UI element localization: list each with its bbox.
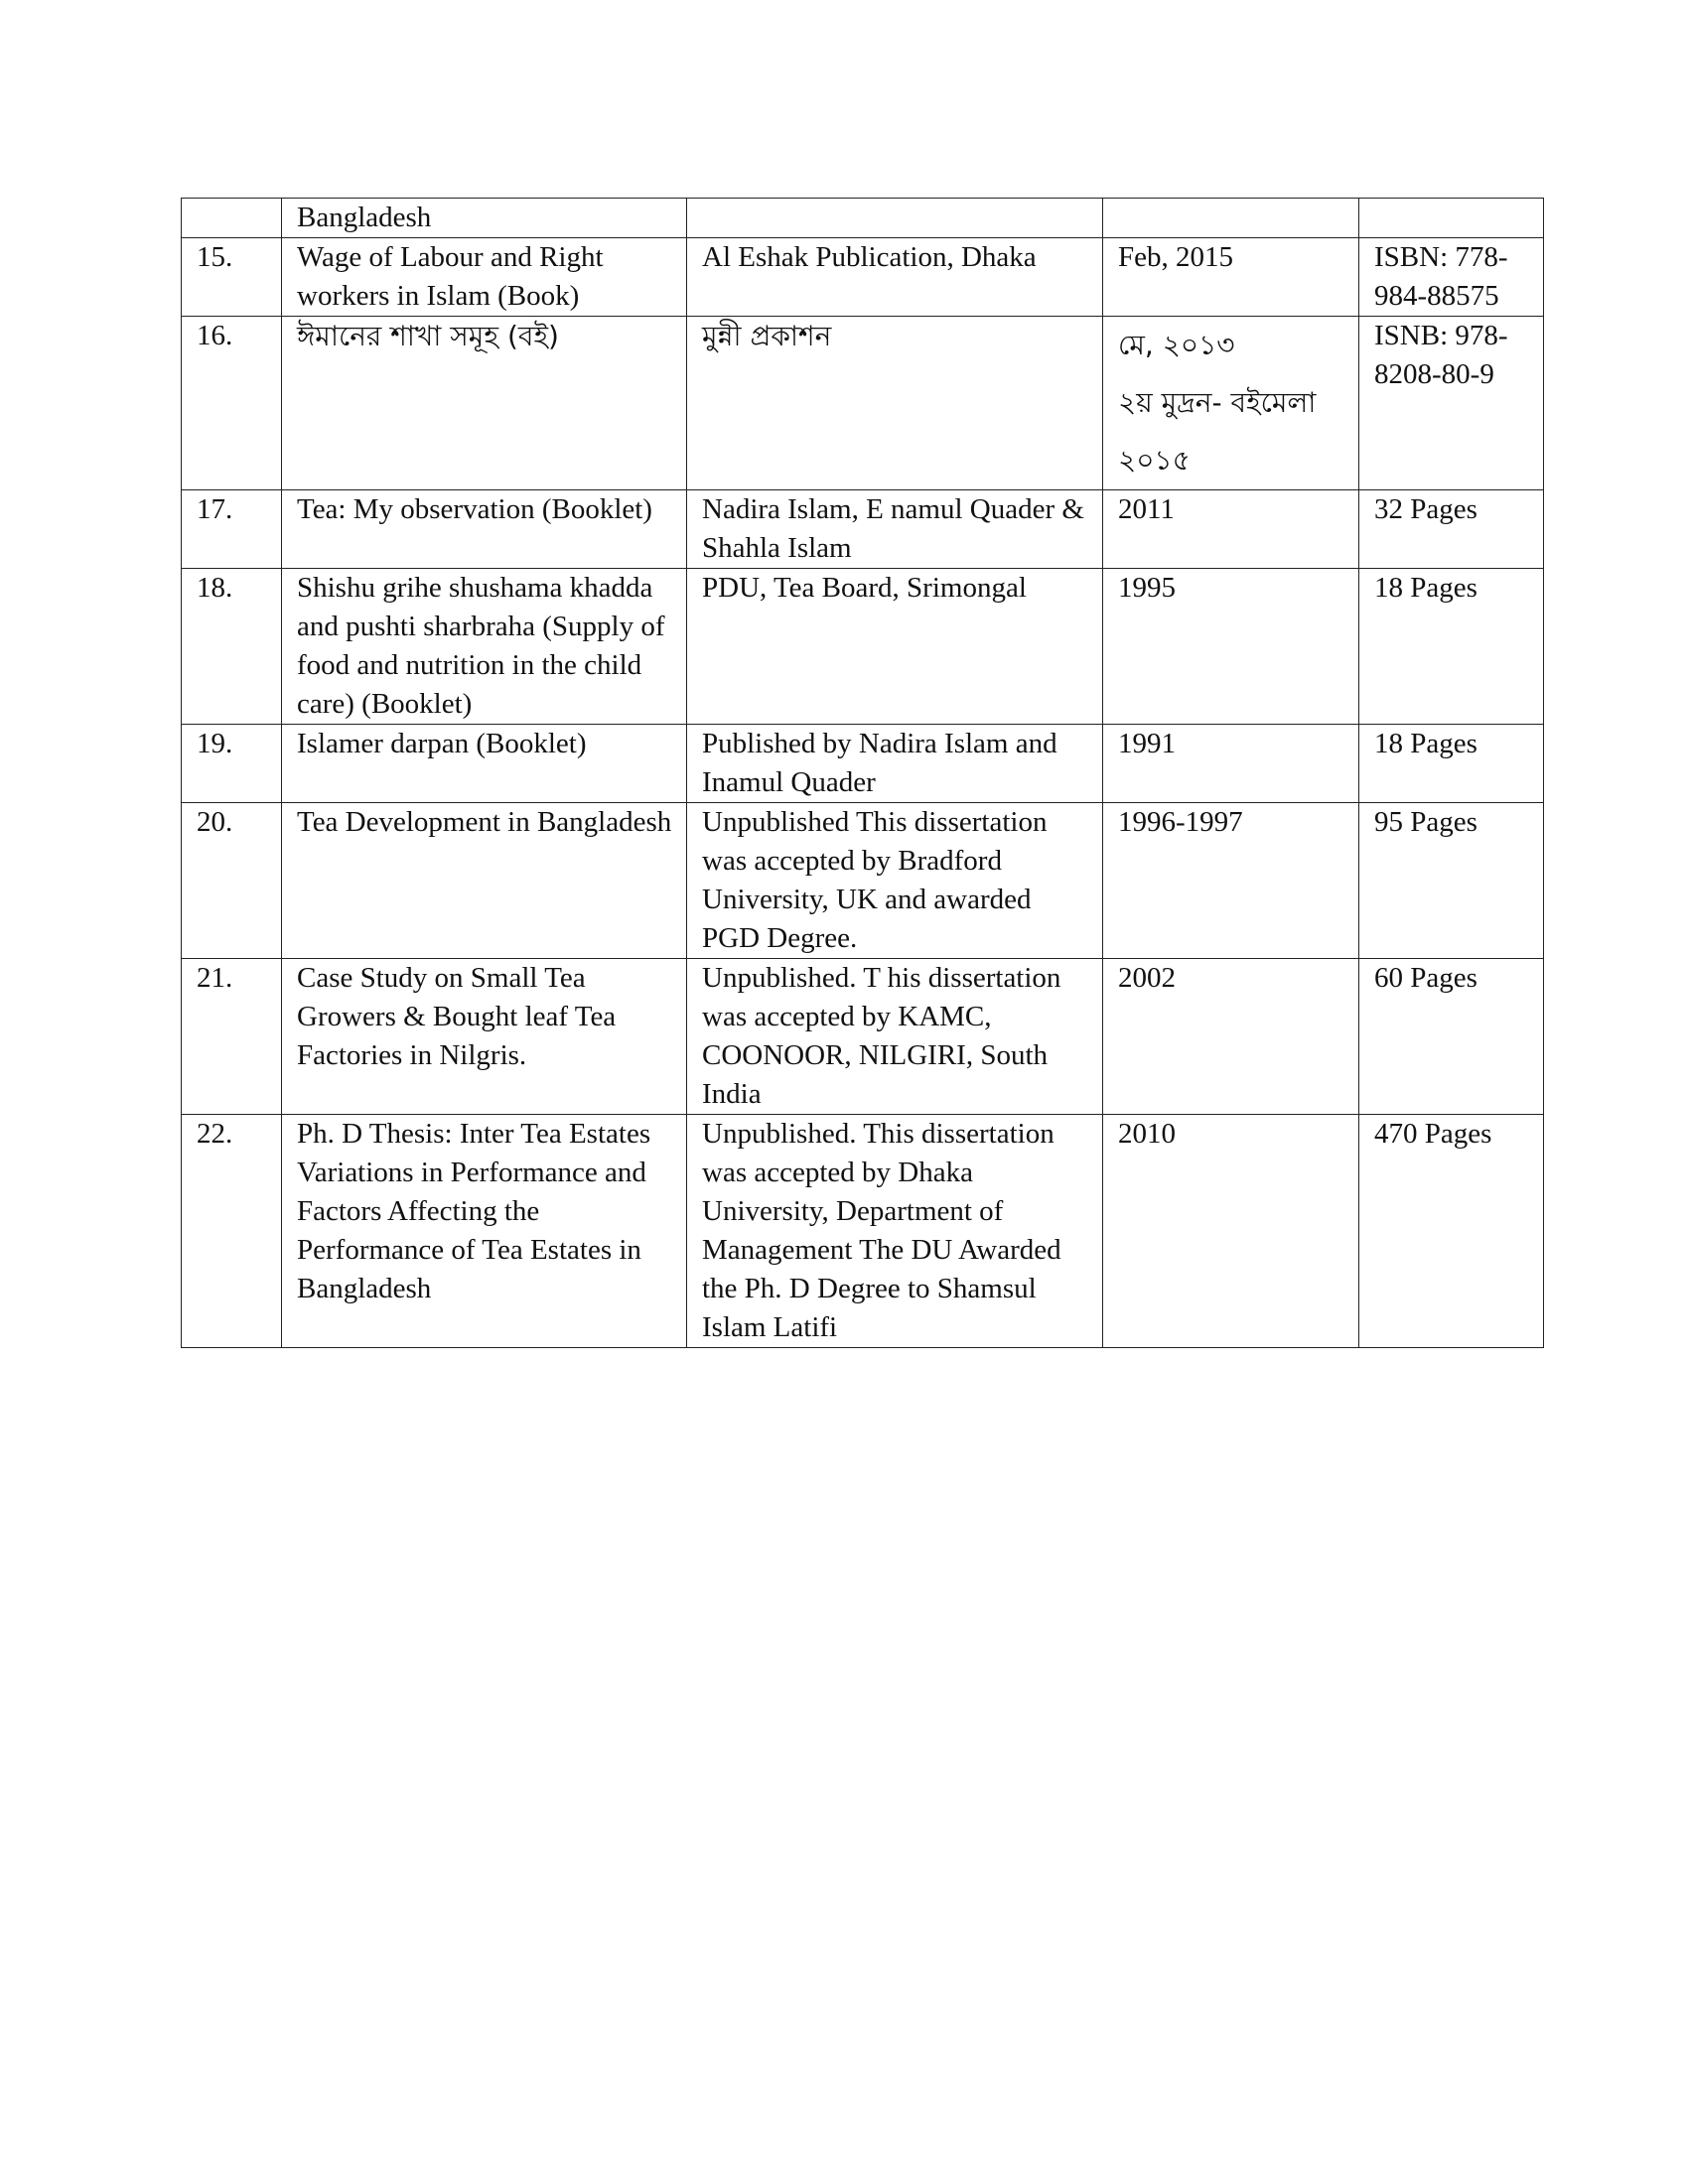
extent: 60 Pages [1359,959,1544,1115]
publisher: Unpublished This dissertation was accepted by Bradford University, UK and awarded PGD Degree. [687,803,1103,959]
publication-title: Tea: My observation (Booklet) [282,490,687,569]
publisher [687,199,1103,238]
publication-date: 2002 [1103,959,1359,1115]
publication-date: Feb, 2015 [1103,238,1359,317]
publication-date [1103,199,1359,238]
extent: ISBN: 778-984-88575 [1359,238,1544,317]
publisher: Nadira Islam, E namul Quader & Shahla Islam [687,490,1103,569]
table-row [182,803,1544,959]
extent: 470 Pages [1359,1115,1544,1348]
row-number: 22. [182,1115,282,1348]
publication-title: Bangladesh [282,199,687,238]
row-number: 20. [182,803,282,959]
publications-table [181,198,1544,1348]
publication-title: Wage of Labour and Right workers in Islam (Book) [282,238,687,317]
publisher: Unpublished. This dissertation was accepted by Dhaka University, Department of Management The DU Awarded the Ph. D Degree to Shamsul Islam Latifi [687,1115,1103,1348]
row-number: 16. [182,317,282,490]
publication-date: 2010 [1103,1115,1359,1348]
extent: ISNB: 978-8208-80-9 [1359,317,1544,490]
table-row [182,238,1544,317]
publication-title: Ph. D Thesis: Inter Tea Estates Variations in Performance and Factors Affecting the Performance of Tea Estates in Bangladesh [282,1115,687,1348]
extent: 18 Pages [1359,725,1544,803]
extent: 95 Pages [1359,803,1544,959]
extent: 18 Pages [1359,569,1544,725]
publication-date [1103,317,1359,490]
publication-title: Case Study on Small Tea Growers & Bought leaf Tea Factories in Nilgris. [282,959,687,1115]
publication-date: 1996-1997 [1103,803,1359,959]
table-row [182,1115,1544,1348]
publisher: PDU, Tea Board, Srimongal [687,569,1103,725]
publication-date: 2011 [1103,490,1359,569]
publication-title: ঈমানের শাখা সমূহ (বই) [282,317,687,490]
publication-title: Tea Development in Bangladesh [282,803,687,959]
date-line: ২০১৫ [1118,444,1191,477]
publisher: মুন্নী প্রকাশন [687,317,1103,490]
publisher: Published by Nadira Islam and Inamul Quader [687,725,1103,803]
publisher: Unpublished. T his dissertation was accepted by KAMC, COONOOR, NILGIRI, South India [687,959,1103,1115]
row-number: 21. [182,959,282,1115]
publication-title: Shishu grihe shushama khadda and pushti sharbraha (Supply of food and nutrition in the child care) (Booklet) [282,569,687,725]
row-number: 17. [182,490,282,569]
table-row [182,199,1544,238]
table-row [182,725,1544,803]
table-row [182,959,1544,1115]
extent [1359,199,1544,238]
publication-date: 1991 [1103,725,1359,803]
table-row [182,490,1544,569]
table-row [182,569,1544,725]
publication-date: 1995 [1103,569,1359,725]
date-line: মে, ২০১৩ [1118,329,1235,361]
row-number: 15. [182,238,282,317]
extent: 32 Pages [1359,490,1544,569]
date-line: ২য় মুদ্রন- বইমেলা [1118,386,1317,419]
publication-title: Islamer darpan (Booklet) [282,725,687,803]
row-number: 18. [182,569,282,725]
table-row [182,317,1544,490]
row-number [182,199,282,238]
row-number: 19. [182,725,282,803]
publisher: Al Eshak Publication, Dhaka [687,238,1103,317]
